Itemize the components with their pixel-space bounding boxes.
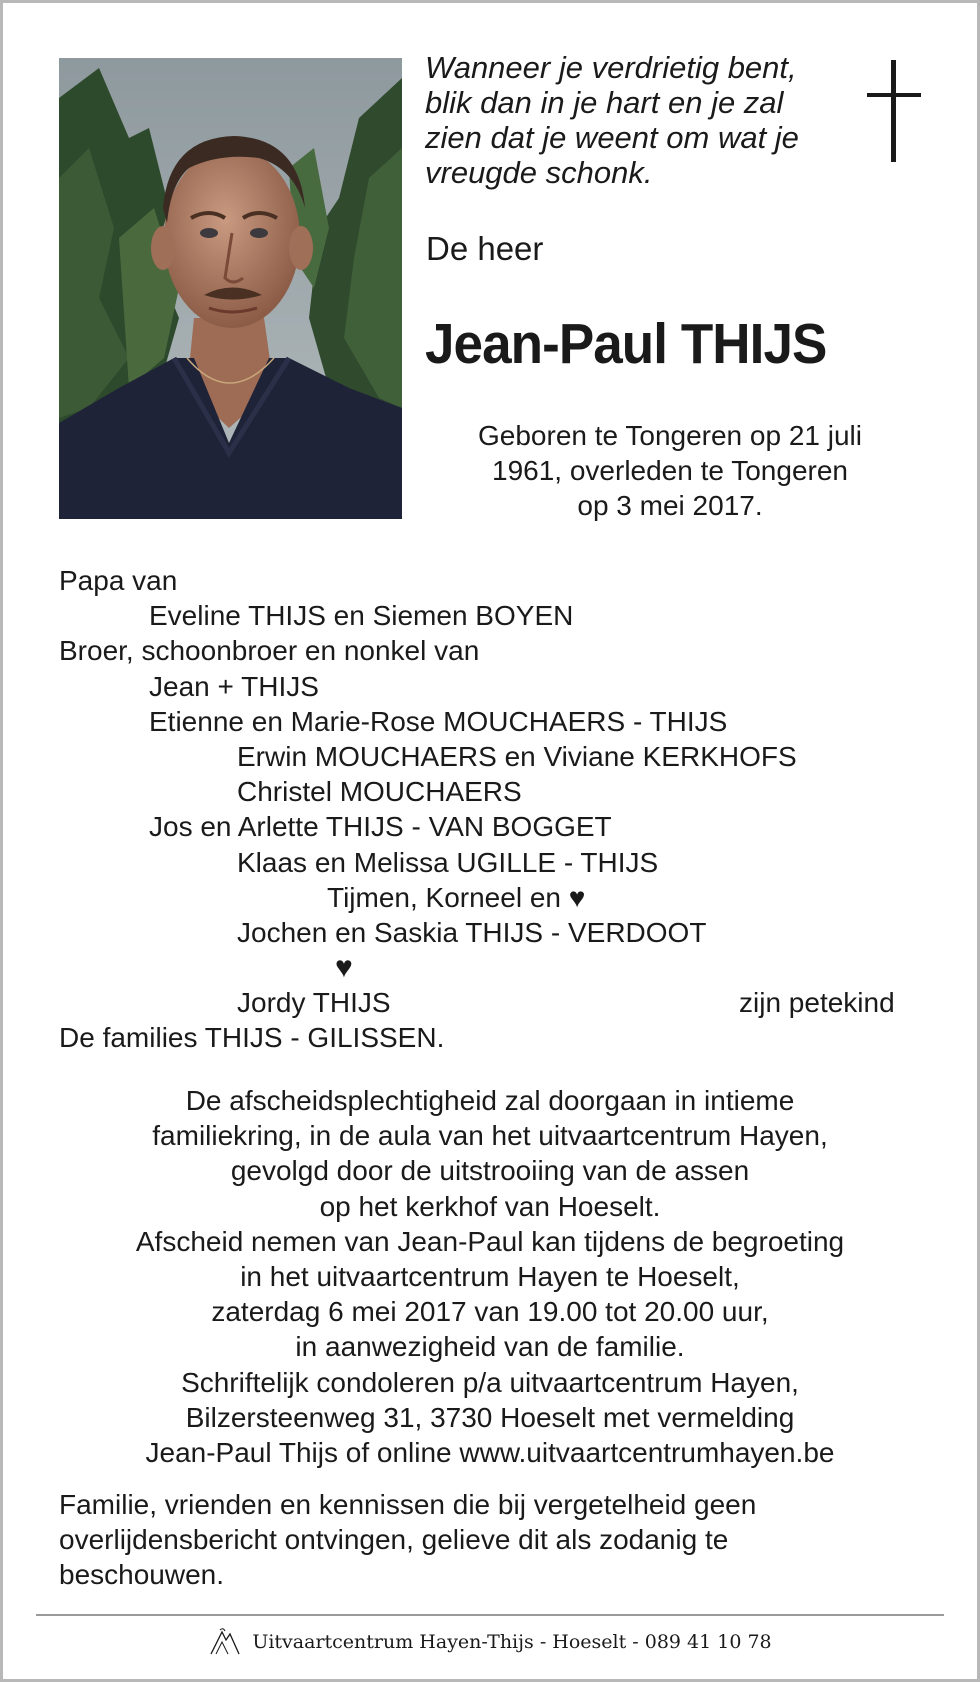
family-line: Papa van xyxy=(59,565,178,596)
closing-note xyxy=(59,1487,939,1593)
family-member-name: Jordy THIJS xyxy=(237,987,391,1019)
family-line: Klaas en Melissa UGILLE - THIJS xyxy=(237,846,659,878)
quote-line: vreugde schonk. xyxy=(425,155,653,190)
ceremony-line: De afscheidsplechtigheid zal doorgaan in intieme xyxy=(185,1085,795,1116)
closing-line: overlijdensbericht ontvingen, gelieve dit als zodanig te xyxy=(59,1524,729,1556)
family-line: Eveline THIJS en Siemen BOYEN xyxy=(149,600,574,632)
quote-line: blik dan in je hart en je zal xyxy=(425,85,784,120)
birth-death-statement xyxy=(425,418,915,523)
ceremony-line: op het kerkhof van Hoeselt. xyxy=(319,1190,661,1222)
ceremony-line: familiekring, in de aula van het uitvaartcentrum Hayen, xyxy=(152,1120,828,1152)
footer xyxy=(0,1628,980,1656)
deceased-name: Jean-Paul THIJS xyxy=(425,312,827,376)
cross-icon xyxy=(864,60,924,162)
ceremony-line: Schriftelijk condoleren p/a uitvaartcentrum Hayen, xyxy=(181,1366,799,1398)
honorific: De heer xyxy=(426,230,544,267)
ceremony-line: zaterdag 6 mei 2017 van 19.00 tot 20.00 uur, xyxy=(211,1296,769,1328)
heart-line: ♥ xyxy=(335,951,353,985)
birth-death-line: op 3 mei 2017. xyxy=(577,490,763,521)
quote-line: zien dat je weent om wat je xyxy=(425,120,799,155)
family-line: De families THIJS - GILISSEN. xyxy=(59,1022,445,1054)
closing-line: beschouwen. xyxy=(59,1559,225,1591)
family-line: Jean + THIJS xyxy=(149,670,319,702)
family-list xyxy=(59,563,939,1056)
family-line: Christel MOUCHAERS xyxy=(237,776,522,808)
family-line: Broer, schoonbroer en nonkel van xyxy=(59,635,480,667)
ceremony-line: in het uitvaartcentrum Hayen te Hoeselt, xyxy=(240,1260,740,1292)
portrait-photo xyxy=(59,58,402,519)
ceremony-line: gevolgd door de uitstrooiing van de assen xyxy=(230,1155,750,1187)
ceremony-line: Afscheid nemen van Jean-Paul kan tijdens de begroeting xyxy=(135,1225,845,1257)
ceremony-info xyxy=(30,1083,950,1470)
footer-text: Uitvaartcentrum Hayen-Thijs - Hoeselt - 089 41 10 78 xyxy=(252,1631,772,1653)
family-line: Jos en Arlette THIJS - VAN BOGGET xyxy=(149,811,612,843)
birth-death-line: 1961, overleden te Tongeren xyxy=(492,455,848,486)
family-line: Etienne en Marie-Rose MOUCHAERS - THIJS xyxy=(149,705,728,737)
godchild-note: zijn petekind xyxy=(739,987,895,1019)
footer-divider xyxy=(36,1614,944,1616)
funeral-home-logo-icon xyxy=(208,1628,242,1656)
quote-line: Wanneer je verdrietig bent, xyxy=(425,50,797,85)
family-line: Tijmen, Korneel en ♥ xyxy=(327,881,586,913)
ceremony-line: Bilzersteenweg 31, 3730 Hoeselt met vermelding xyxy=(185,1401,795,1433)
memorial-quote xyxy=(425,50,835,190)
family-line-godchild xyxy=(59,985,939,1020)
ceremony-line: in aanwezigheid van de familie. xyxy=(295,1331,685,1363)
birth-death-line: Geboren te Tongeren op 21 juli xyxy=(478,420,862,451)
family-line: Erwin MOUCHAERS en Viviane KERKHOFS xyxy=(237,740,797,772)
family-line: Jochen en Saskia THIJS - VERDOOT xyxy=(237,916,707,948)
ceremony-line: Jean-Paul Thijs of online www.uitvaartcentrumhayen.be xyxy=(145,1436,835,1468)
closing-line: Familie, vrienden en kennissen die bij vergetelheid geen xyxy=(59,1489,757,1520)
